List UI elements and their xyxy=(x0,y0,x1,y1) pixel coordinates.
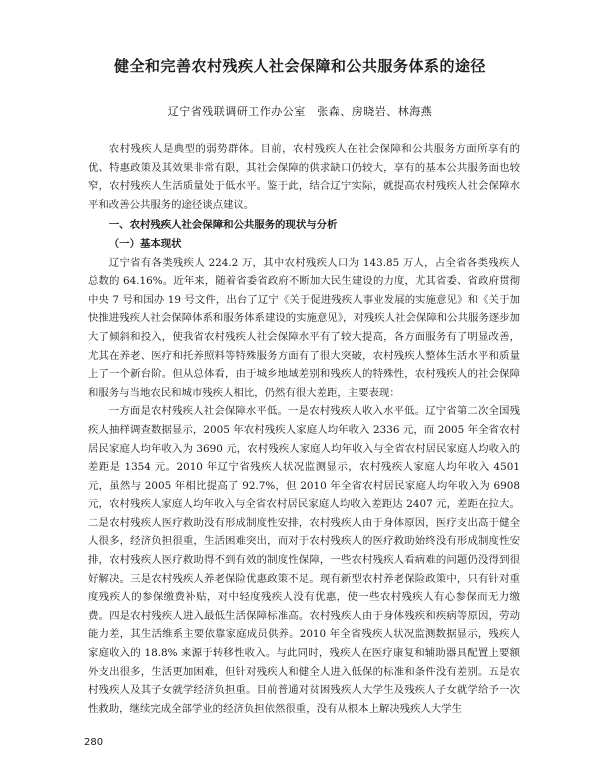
intro-paragraph: 农村残疾人是典型的弱势群体。目前，农村残疾人在社会保障和公共服务方面所享有的优、特惠政策及其效果非常有限，其社会保障的供求缺口仍较大，享有的基本公共服务面也较窄，农村残疾人生活质量处于低水平。鉴于此，结合辽宁实际，就提高农村残疾人社会保障水平和改善公共服务的途径谈点建议。 xyxy=(88,143,520,211)
body-paragraph: 辽宁省有各类残疾人 224.2 万，其中农村残疾人口为 143.85 万人，占全省各类残疾人总数的 64.16%。近年来，随着省委省政府不断加大民生建设的力度，尤其省委、省政府贯彻中央 7 号和国办 19 号文件，出台了辽宁《关于促进残疾人事业发展的实施意见》和《关于加快推进残疾人社会保障体系和服务体系建设的实施意见》，对残疾人社会保障和公共服务逐步加大了倾斜和投入，使我省农村残疾人社会保障水平有了较大提高，各方面服务有了明显改善，尤其在养老、医疗和托养照料等特殊服务方面有了很大突破，农村残疾人整体生活水平和质量上了一个新台阶。但从总体看，由于城乡地域差别和残疾人的特殊性，农村残疾人的社会保障和服务与当地农民和城市残疾人相比，仍然有很大差距，主要表现： xyxy=(88,256,520,399)
article-title: 健全和完善农村残疾人社会保障和公共服务体系的途径 xyxy=(113,57,486,75)
body-paragraph: 一方面是农村残疾人社会保障水平低。一是农村残疾人收入水平低。辽宁省第二次全国残疾人抽样调查数据显示，2005 年农村残疾人家庭人均年收入 2336 元，而 2005 年全省农村居民家庭人均年收入为 3690 元，农村残疾人家庭人均年收入与全省农村居民家庭人均收入的差距是 1354 元。2010 年辽宁省残疾人状况监测显示，农村残疾人家庭人均年收入 4501 元，虽然与 2005 年相比提高了 92.7%，但 2010 年全省农村居民家庭人均年收入为 6908 元，农村残疾人家庭人均年收入与全省农村居民家庭人均收入差距达 2407 元，差距在拉大。二是农村残疾人医疗救助没有形成制度性安排，农村残疾人由于身体原因，医疗支出高于健全人很多，经济负担很重，生活困难突出，而对于农村残疾人的医疗救助始终没有形成制度性安排，农村残疾人医疗救助得不到有效的制度性保障，一些农村残疾人看病难的问题仍没得到很好解决。三是农村残疾人养老保险优惠政策不足。现有新型农村养老保险政策中，只有针对重度残疾人的参保缴费补贴，对中轻度残疾人没有优惠，使一些农村残疾人有心参保而无力缴费。四是农村残疾人进入最低生活保障标准高。农村残疾人由于身体残疾和疾病等原因，劳动能力差，其生活维系主要依靠家庭成员供养。2010 年全省残疾人状况监测数据显示，残疾人家庭收入的 18.8% 来源于转移性收入。与此同时，残疾人在医疗康复和辅助器具配置上要额外支出很多，生活更加困难，但针对残疾人和健全人进入低保的标准和条件没有差别。五是农村残疾人及其子女就学经济负担重。目前普通对贫困残疾人大学生及残疾人子女就学给予一次性救助，继续完成全部学业的经济负担依然很重，没有从根本上解决残疾人大学生 xyxy=(88,405,520,715)
subsection-heading: （一）基本现状 xyxy=(108,237,182,250)
article-body xyxy=(88,140,520,718)
page-number: 280 xyxy=(84,737,104,748)
section-heading: 一、农村残疾人社会保障和公共服务的现状与分析 xyxy=(108,219,338,232)
author-line: 辽宁省残联调研工作办公室 张森、房晓岩、林海燕 xyxy=(167,105,433,118)
